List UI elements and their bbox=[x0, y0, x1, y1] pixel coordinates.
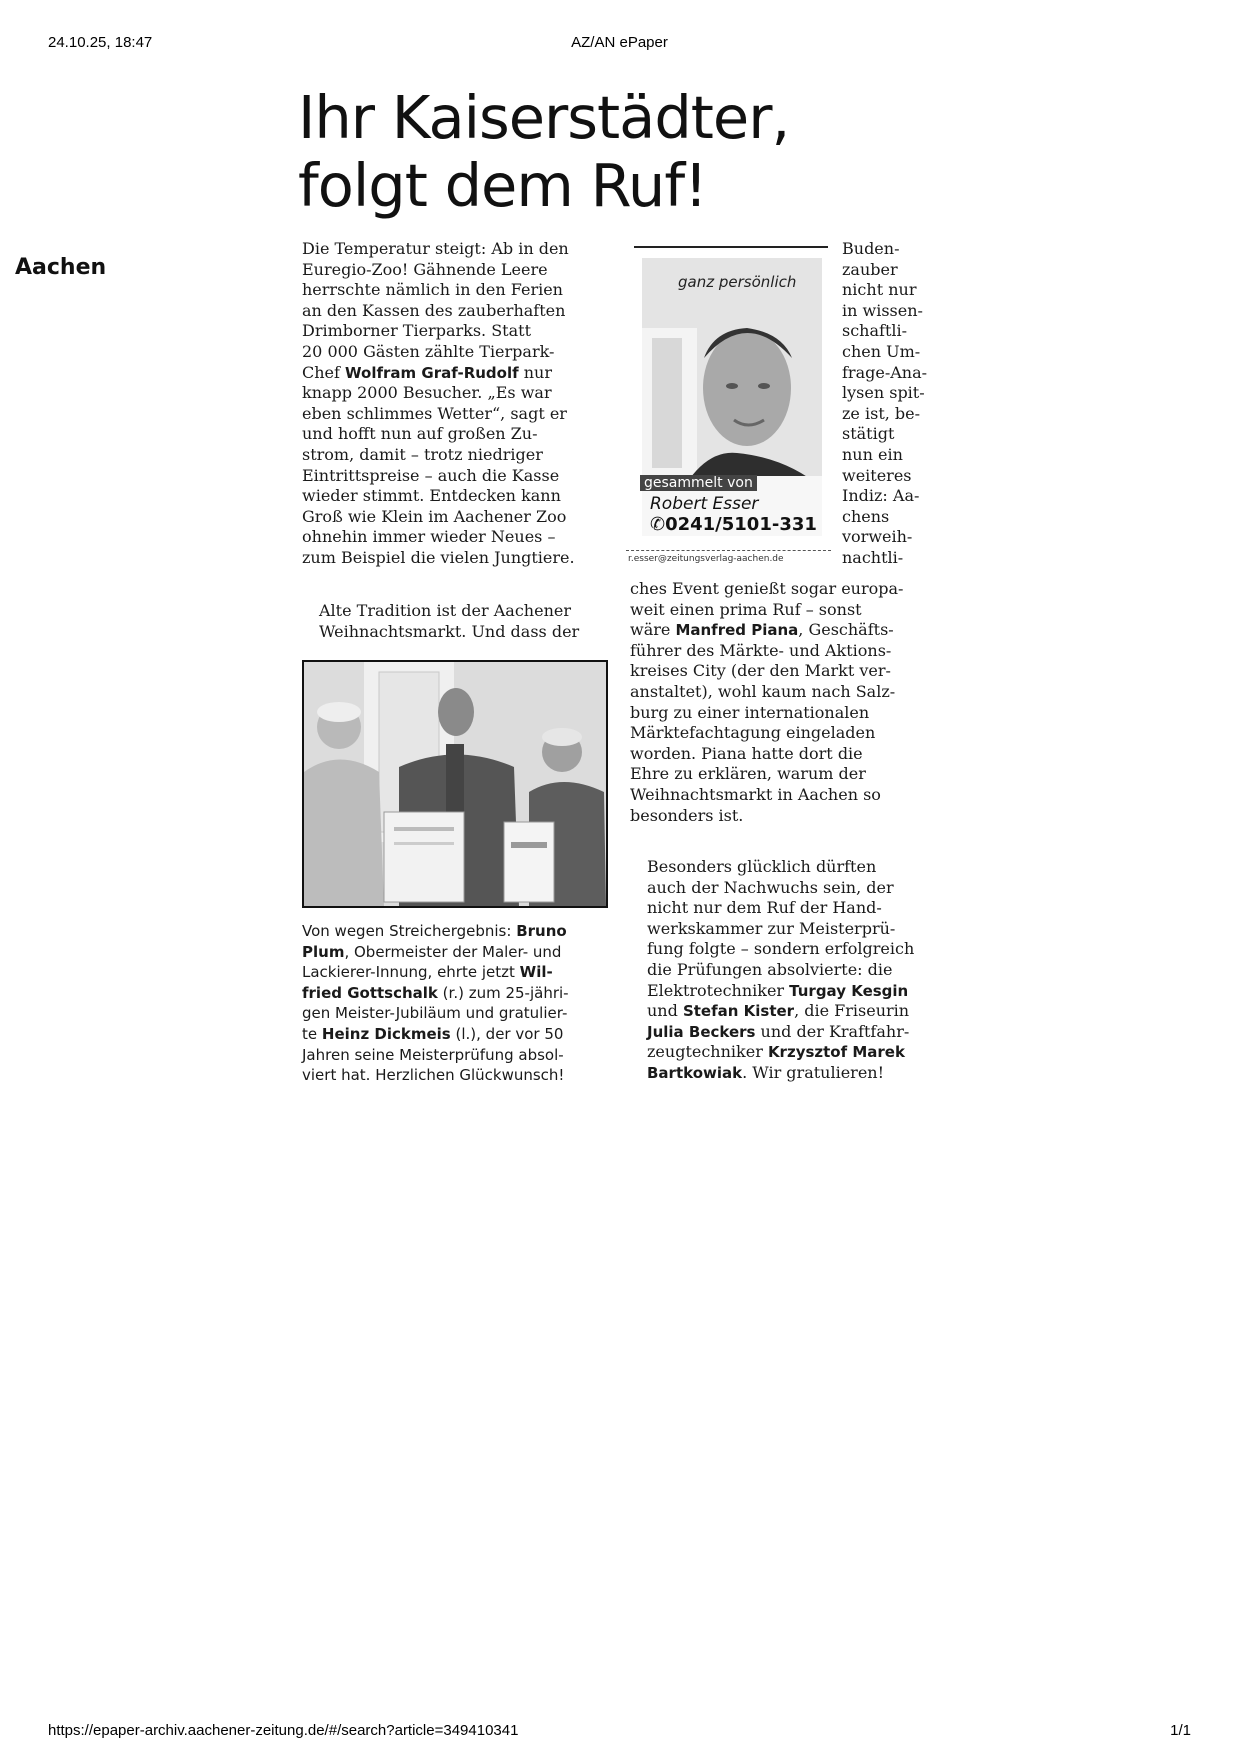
text-line: knapp 2000 Besucher. „Es war bbox=[302, 383, 552, 403]
text-line: anstaltet), wohl kaum nach Salz- bbox=[630, 681, 896, 701]
print-page-number: 1/1 bbox=[1170, 1722, 1191, 1739]
text-line: Märktefachtagung eingeladen bbox=[630, 723, 876, 743]
text-line: besonders ist. bbox=[630, 805, 744, 825]
text-line: werkskammer zur Meisterprü- bbox=[647, 918, 896, 938]
text-line: an den Kassen des zauberhaften bbox=[302, 300, 566, 320]
text-line: ohnehin immer wieder Neues – bbox=[302, 527, 556, 547]
text-line: nachtli- bbox=[842, 547, 904, 567]
text-line: Weihnachtsmarkt in Aachen so bbox=[630, 784, 881, 804]
paragraph-zoo bbox=[302, 239, 602, 569]
text-line: auch der Nachwuchs sein, der bbox=[647, 877, 894, 897]
divider bbox=[626, 550, 831, 551]
text-line: chens bbox=[842, 506, 890, 526]
text-line: frage-Ana- bbox=[842, 362, 928, 382]
text-line: Eintrittspreise – auch die Kasse bbox=[302, 465, 560, 485]
headline-line: folgt dem Ruf! bbox=[298, 151, 707, 220]
text-line: zum Beispiel die vielen Jungtiere. bbox=[302, 547, 575, 567]
photo-caption bbox=[302, 921, 612, 1086]
text-line: zauber bbox=[842, 259, 898, 279]
text-line: stätigt bbox=[842, 424, 895, 444]
print-title: AZ/AN ePaper bbox=[571, 34, 668, 51]
photo-three-men bbox=[302, 660, 608, 908]
text-line: weit einen prima Ruf – sonst bbox=[630, 599, 862, 619]
text-line: nicht nur bbox=[842, 280, 917, 300]
columnist-city: Aachen bbox=[15, 255, 107, 280]
headline bbox=[298, 84, 858, 220]
paragraph-meister bbox=[630, 857, 940, 1084]
paragraph-weihnachtsmarkt bbox=[302, 601, 602, 642]
text-line: herrschte nämlich in den Ferien bbox=[302, 280, 563, 300]
text-line: Julia Beckers und der Kraftfahr- bbox=[647, 1021, 910, 1041]
text-line: nun ein bbox=[842, 444, 903, 464]
text-line: ze ist, be- bbox=[842, 403, 921, 423]
text-line: Indiz: Aa- bbox=[842, 486, 920, 506]
text-line: chen Um- bbox=[842, 341, 921, 361]
paragraph-piana bbox=[630, 579, 940, 826]
text-line: und Stefan Kister, die Friseurin bbox=[647, 1001, 910, 1021]
photo-image bbox=[304, 662, 606, 906]
text-line: eben schlimmes Wetter“, sagt er bbox=[302, 403, 567, 423]
text-line: gen Meister-Jubiläum und gratulier- bbox=[302, 1004, 568, 1023]
print-url: https://epaper-archiv.aachener-zeitung.de/#/search?article=349410341 bbox=[48, 1722, 519, 1739]
text-line: zeugtechniker Krzysztof Marek bbox=[647, 1042, 905, 1062]
text-line: 20 000 Gästen zählte Tierpark- bbox=[302, 341, 555, 361]
text-line: Drimborner Tierparks. Statt bbox=[302, 321, 531, 341]
text-line: wieder stimmt. Entdecken kann bbox=[302, 486, 561, 506]
text-line: worden. Piana hatte dort die bbox=[630, 743, 863, 763]
text-line: und hofft nun auf großen Zu- bbox=[302, 424, 538, 444]
columnist-phone: ✆0241/5101-331 bbox=[650, 514, 817, 535]
text-line: ches Event genießt sogar europa- bbox=[630, 579, 904, 598]
text-line: Ehre zu erklären, warum der bbox=[630, 764, 866, 784]
text-line: Besonders glücklich dürften bbox=[647, 857, 877, 876]
text-line: Plum, Obermeister der Maler- und bbox=[302, 942, 562, 961]
columnist-subtitle: ganz persönlich bbox=[678, 273, 797, 291]
columnist-author: Robert Esser bbox=[650, 494, 759, 514]
headline-line: Ihr Kaiserstädter, bbox=[298, 83, 790, 152]
text-line: wäre Manfred Piana, Geschäfts- bbox=[630, 620, 894, 640]
print-date: 24.10.25, 18:47 bbox=[48, 34, 153, 51]
text-line: Groß wie Klein im Aachener Zoo bbox=[302, 506, 567, 526]
text-line: Elektrotechniker Turgay Kesgin bbox=[647, 980, 909, 1000]
columnist-email: r.esser@zeitungsverlag-aachen.de bbox=[628, 554, 784, 564]
text-line: Lackierer-Innung, ehrte jetzt Wil- bbox=[302, 963, 553, 982]
text-line: führer des Märkte- und Aktions- bbox=[630, 640, 892, 660]
text-line: viert hat. Herzlichen Glückwunsch! bbox=[302, 1066, 565, 1085]
text-line: fung folgte – sondern erfolgreich bbox=[647, 939, 915, 959]
text-line: Euregio-Zoo! Gähnende Leere bbox=[302, 259, 548, 279]
columnist-collected-by: gesammelt von bbox=[640, 475, 757, 491]
text-line: vorweih- bbox=[842, 527, 913, 547]
text-line: nicht nur dem Ruf der Hand- bbox=[647, 898, 882, 918]
text-line: Von wegen Streichergebnis: Bruno bbox=[302, 922, 567, 940]
text-line: kreises City (der den Markt ver- bbox=[630, 661, 891, 681]
text-line: strom, damit – trotz niedriger bbox=[302, 444, 543, 464]
text-line: Chef Wolfram Graf-Rudolf nur bbox=[302, 362, 552, 382]
text-line: Die Temperatur steigt: Ab in den bbox=[302, 239, 569, 258]
paragraph-budenzauber bbox=[842, 239, 938, 569]
text-line: Alte Tradition ist der Aachener bbox=[319, 601, 571, 620]
text-line: te Heinz Dickmeis (l.), der vor 50 bbox=[302, 1024, 564, 1043]
text-line: Weihnachtsmarkt. Und dass der bbox=[319, 621, 580, 641]
text-line: fried Gottschalk (r.) zum 25-jähri- bbox=[302, 983, 569, 1002]
text-line: in wissen- bbox=[842, 300, 923, 320]
text-line: weiteres bbox=[842, 465, 912, 485]
text-line: Jahren seine Meisterprüfung absol- bbox=[302, 1045, 564, 1064]
text-line: burg zu einer internationalen bbox=[630, 702, 870, 722]
text-line: lysen spit- bbox=[842, 383, 925, 403]
text-line: Buden- bbox=[842, 239, 900, 258]
text-line: die Prüfungen absolvierte: die bbox=[647, 959, 893, 979]
text-line: Bartkowiak. Wir gratulieren! bbox=[647, 1062, 885, 1082]
text-line: schaftli- bbox=[842, 321, 908, 341]
